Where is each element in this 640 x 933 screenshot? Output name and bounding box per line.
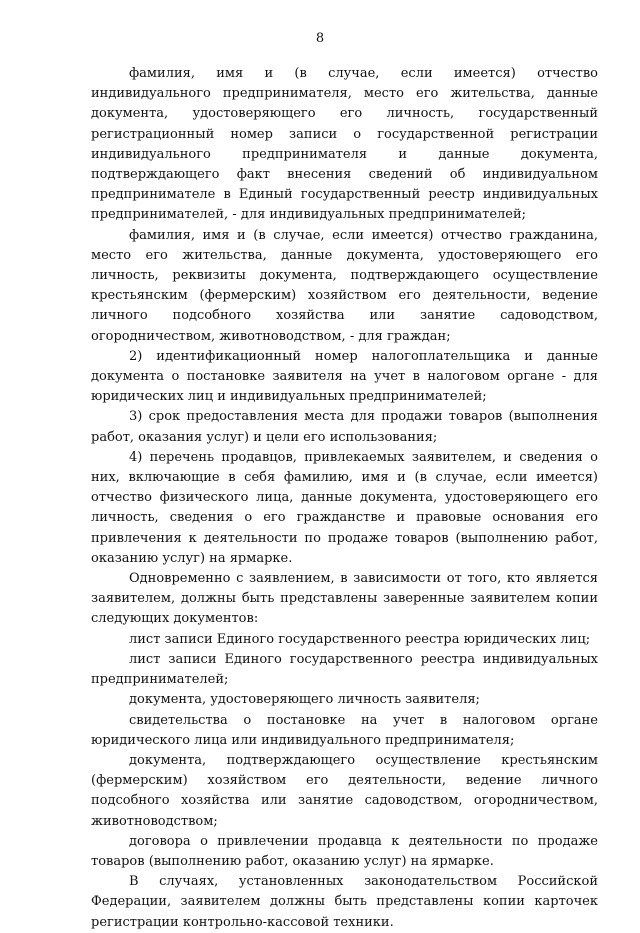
paragraph-egrul-sheet: лист записи Единого государственного реестра юридических лиц; <box>129 631 591 647</box>
paragraph-cash-register-cards: В случаях, установленных законодательством Российской Федерации, заявителем должны быть представлены копии карточек регистрации контрольно-кассовой техники. <box>91 874 598 930</box>
paragraph-identity-document: документа, удостоверяющего личность заявителя; <box>129 692 480 708</box>
paragraph-item-4-sellers: 4) перечень продавцов, привлекаемых заявителем, и сведения о них, включающие в себя фамилию, имя и (в случае, если имеется) отчество физического лица, данные документа, удостоверяющего его личность, сведения о его гражданстве и правовые основания его привлечения к деятельности по продаже товаров (выполнению работ, оказанию услуг) на ярмарке. <box>91 449 598 566</box>
paragraph-tax-certificate: свидетельства о постановке на учет в налоговом органе юридического лица или индивидуального предпринимателя; <box>91 712 598 748</box>
document-body <box>91 64 598 933</box>
paragraph-copies-required: Одновременно с заявлением, в зависимости от того, кто является заявителем, должны быть представлены заверенные заявителем копии следующих документов: <box>91 571 598 627</box>
paragraph-citizen-details: фамилия, имя и (в случае, если имеется) отчество гражданина, место его жительства, данные документа, удостоверяющего его личность, реквизиты документа, подтверждающего осуществление крестьянским (фермерским) хозяйством его деятельности, ведение личного подсобного хозяйства или занятие садоводством, огородничеством, животноводством, - для граждан; <box>91 227 598 344</box>
paragraph-item-3-term: 3) срок предоставления места для продажи товаров (выполнения работ, оказания услуг) и цели его использования; <box>91 409 598 445</box>
paragraph-farm-document: документа, подтверждающего осуществление крестьянским (фермерским) хозяйством его деятельности, ведение личного подсобного хозяйства или занятие садоводством, огородничеством, животноводством; <box>91 752 598 829</box>
paragraph-seller-contract: договора о привлечении продавца к деятельности по продаже товаров (выполнению работ, оказанию услуг) на ярмарке. <box>91 833 598 869</box>
paragraph-item-2-inn: 2) идентификационный номер налогоплательщика и данные документа о постановке заявителя на учет в налоговом органе - для юридических лиц и индивидуальных предпринимателей; <box>91 348 598 405</box>
page-number: 8 <box>315 31 325 46</box>
paragraph-egrip-sheet: лист записи Единого государственного реестра индивидуальных предпринимателей; <box>91 651 598 688</box>
paragraph-ip-details: фамилия, имя и (в случае, если имеется) отчество индивидуального предпринимателя, место его жительства, данные документа, удостоверяющего его личность, государственный регистрационный номер записи о государственной регистрации индивидуального предпринимателя и данные документа, подтверждающего факт внесения сведений об индивидуальном предпринимателе в Единый государственный реестр индивидуальных предпринимателей, - для индивидуальных предпринимателей; <box>91 66 598 223</box>
